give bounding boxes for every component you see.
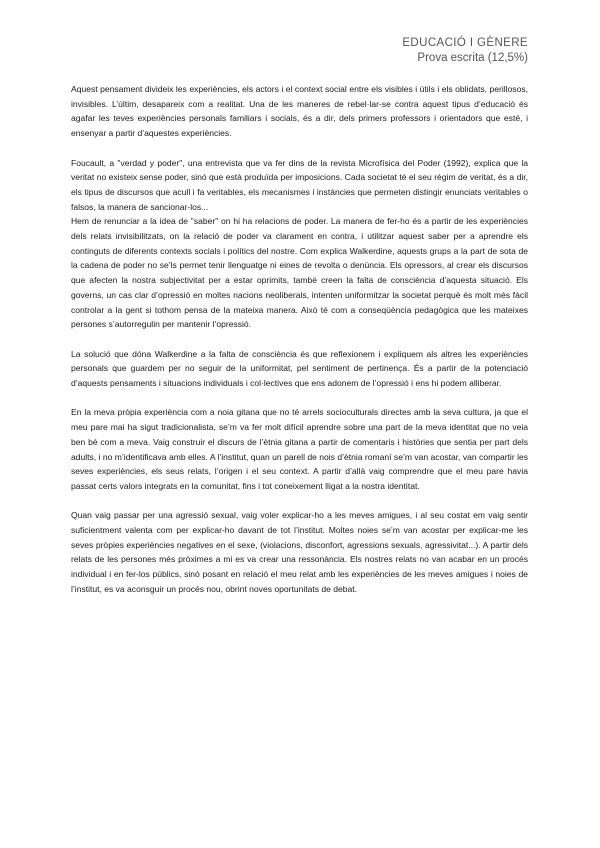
paragraph-spacer (71, 494, 528, 509)
exam-subtitle: Prova escrita (12,5%) (417, 52, 528, 64)
document-body (71, 82, 528, 597)
paragraph-intro: Aquest pensament divideix les experiències, els actors i el context social entre els visibles i útils i els oblidats, perillosos, invisibles. L’últim, desapareix com a realitat. Una de les maneres de rebel·lar-se contra aquest tipus d’educació és agafar les teves experiències personals familiars i socials, és a dir, dels primers professors i orientadors que esté, i ensenyar a partir d’aquestes experiències. (71, 84, 528, 139)
page-header (402, 36, 528, 66)
paragraph-saber: Hem de renunciar a la idea de "saber" on hi ha relacions de poder. La manera de fer-ho és a partir de les experiències dels relats invisibilitzats, on la relació de poder va clarament en contra, i utilitzar aquest saber per a aprendre els continguts de diferents contexts socials i polítics del nostre. Com explica Walkerdine, aquests grups a la part de sota de la cadena de poder no se’ls permet tenir llenguatge ni eines de revolta o denúncia. Els opressors, al crear els discursos que afecten la nostra subjectivitat per a estar oprimits, també creen la falta de consciència d’aquesta situació. Els governs, un cas clar d’opressió en moltes nacions neoliberals, intenten uniformitzar la societat perquè és molt més fàcil controlar a la gent si tothom pensa de la mateixa manera. Això té com a conseqüència pedagògica que les mateixes persones s’autorregulin per mantenir l’opressió. (71, 216, 528, 330)
paragraph-experience-gitana: En la meva pròpia experiència com a noia gitana que no té arrels socioculturals directes amb la seva cultura, ja que el meu pare mai ha sigut tradicionalista, se’m va fer molt difícil aprendre sobre una part de la meva identitat que no veia ben bé com a meva. Vaig construir el discurs de l’ètnia gitana a partir de comentaris i històries que sentia per part dels adults, i no m’identificava amb elles. A l’institut, quan un parell de nois d’ètnia romaní se’m van acostar, van compartir les seves experiències, els seus relats, l’origen i el seu context. A partir d’allà vaig comprendre que el meu pare havia passat certs valors integrats en la comunitat, fins i tot coneixement lligat a la nostra identitat. (71, 407, 528, 491)
paragraph-foucault: Foucault, a "verdad y poder", una entrevista que va fer dins de la revista Microfísica del Poder (1992), explica que la veritat no existeix sense poder, sinó que està produïda per imposicions. Cada societat té el seu règim de veritat, és a dir, els tipus de discursos que acull i fa veritables, els mecanismes i instàncies que permeten distingir enunciats veritables o falsos, la manera de sancionar-los... (71, 157, 528, 212)
paragraph-spacer (71, 141, 528, 156)
paragraph-spacer (71, 332, 528, 347)
paragraph-experience-agression: Quan vaig passar per una agressió sexual, vaig voler explicar-ho a les meves amigues, i al seu costat em vaig sentir suficientment valenta com per explicar-ho davant de tot l’institut. Moltes noies se’m van acostar per explicar-me les seves pròpies experiències negatives en el sexe, (violacions, disconfort, agressions sexuals, agressivitat...). A partir dels relats de les persones més pròximes a mi es va crear una ressonància. Els nostres relats no van acabar en un procés individual i en fer-los públics, sinó posant en relació el meu relat amb les experiències de les meves amigues i noies de l’institut, es va aconsguir un procés nou, obrint noves oportunitats de debat. (71, 510, 528, 594)
course-title: EDUCACIÓ I GÈNERE (402, 37, 528, 49)
paragraph-walkerdine: La solució que dóna Walkerdine a la falta de consciència és que reflexionem i expliquem als altres les experiències personals que guardem per no seguir de la uniformitat, pel sentiment de pertinença. És a partir de la potenciació d’aquests pensaments i situacions individuals i col·lectives que ens adonem de l’opressió i ens hi podem alliberar. (71, 348, 528, 389)
paragraph-spacer (71, 391, 528, 406)
